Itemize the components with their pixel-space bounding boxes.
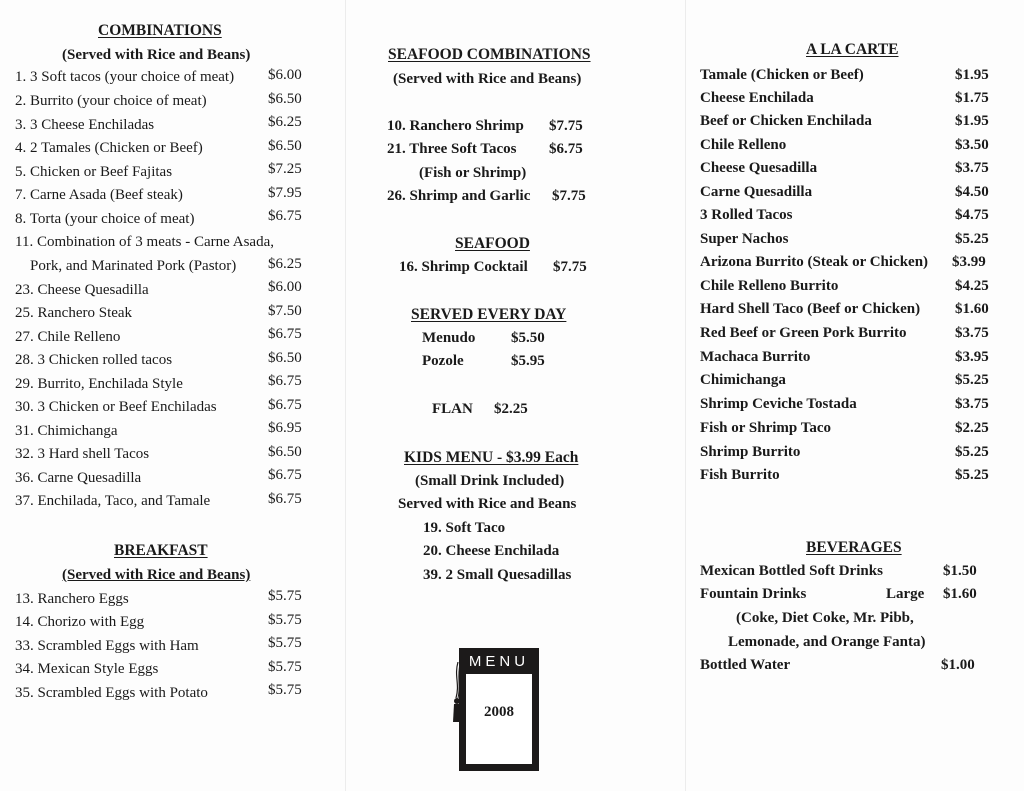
tassel-icon [452,662,462,724]
menu-item-price: $5.75 [268,588,302,604]
menu-item-name: 7. Carne Asada (Beef steak) [15,187,183,203]
menu-item-name: Tamale (Chicken or Beef) [700,67,864,83]
breakfast-title: BREAKFAST [114,542,208,559]
menu-item-price: $3.99 [952,254,986,270]
menu-item-price: $5.25 [955,444,989,460]
menu-item-name: 37. Enchilada, Taco, and Tamale [15,493,211,509]
menu-item-name: 30. 3 Chicken or Beef Enchiladas [15,399,217,415]
flan-name: FLAN [432,401,473,417]
menu-item-price: $4.75 [955,207,989,223]
kids-menu-item: 39. 2 Small Quesadillas [423,567,572,583]
menu-item-name: Fish or Shrimp Taco [700,420,832,436]
menu-item-price: $6.50 [268,444,302,460]
menu-item-name: 32. 3 Hard shell Tacos [15,446,150,462]
menu-item-name: 35. Scrambled Eggs with Potato [15,685,208,701]
menu-item-name: Pork, and Marinated Pork (Pastor) [30,258,237,274]
menu-item-price: $1.95 [955,113,989,129]
breakfast-subtitle: (Served with Rice and Beans) [62,567,251,583]
menu-item-price: $6.00 [268,279,302,295]
menu-item-price: $6.50 [268,350,302,366]
menu-item-price: $5.50 [511,330,545,346]
menu-item-price: $1.95 [955,67,989,83]
menu-logo-year: 2008 [484,704,514,720]
menu-item-price: $6.95 [268,420,302,436]
menu-item-price: $7.75 [552,188,586,204]
beverage-note: (Coke, Diet Coke, Mr. Pibb, [736,610,914,626]
fold-line-right [685,0,686,791]
menu-item-name: Super Nachos [700,231,789,247]
menu-item-price: $5.75 [268,659,302,675]
menu-item-name: Pozole [422,353,464,369]
menu-item-price: $5.25 [955,372,989,388]
menu-item-name: Beef or Chicken Enchilada [700,113,872,129]
menu-item-name: Cheese Enchilada [700,90,814,106]
menu-item-price: $1.60 [955,301,989,317]
menu-item-price: $5.25 [955,467,989,483]
menu-item-price: $6.75 [549,141,583,157]
menu-item-price: $5.75 [268,635,302,651]
menu-item-price: $6.75 [268,397,302,413]
menu-item-price: $5.25 [955,231,989,247]
menu-item-name: Chile Relleno Burrito [700,278,839,294]
a-la-carte-title: A LA CARTE [806,41,899,58]
menu-item-name: Chile Relleno [700,137,787,153]
beverage-price: $1.50 [943,563,977,579]
menu-item-name: Chimichanga [700,372,786,388]
seafood-combinations-subtitle: (Served with Rice and Beans) [393,71,582,87]
fold-line-left [345,0,346,791]
menu-item-name: Carne Quesadilla [700,184,813,200]
menu-item-name: 1. 3 Soft tacos (your choice of meat) [15,69,235,85]
menu-item-price: $6.75 [268,326,302,342]
beverage-name: Mexican Bottled Soft Drinks [700,563,883,579]
kids-menu-title: KIDS MENU - $3.99 Each [404,449,579,466]
menu-logo-word: MENU [468,653,530,670]
menu-item-price: $3.75 [955,396,989,412]
beverage-name: Bottled Water [700,657,791,673]
menu-item-price: $6.25 [268,114,302,130]
menu-item-name: 14. Chorizo with Egg [15,614,145,630]
beverage-price: $1.60 [943,586,977,602]
menu-item-price: $6.75 [268,491,302,507]
flan-price: $2.25 [494,401,528,417]
menu-item-name: Red Beef or Green Pork Burrito [700,325,907,341]
menu-item-price: $6.25 [268,256,302,272]
beverage-price: $1.00 [941,657,975,673]
menu-item-price: $1.75 [955,90,989,106]
beverages-title: BEVERAGES [806,539,902,556]
menu-item-name: Cheese Quesadilla [700,160,818,176]
kids-menu-item: 20. Cheese Enchilada [423,543,560,559]
served-every-day-title: SERVED EVERY DAY [411,306,567,323]
combinations-subtitle: (Served with Rice and Beans) [62,47,251,63]
menu-item-name: 10. Ranchero Shrimp [387,118,524,134]
beverage-note: Lemonade, and Orange Fanta) [728,634,926,650]
menu-item-price: $5.75 [268,612,302,628]
seafood-combinations-title: SEAFOOD COMBINATIONS [388,46,591,63]
beverage-size: Large [886,586,925,602]
menu-item-price: $7.75 [549,118,583,134]
menu-item-name: 26. Shrimp and Garlic [387,188,531,204]
menu-item-name: 2. Burrito (your choice of meat) [15,93,207,109]
menu-item-name: 13. Ranchero Eggs [15,591,129,607]
menu-item-name: 28. 3 Chicken rolled tacos [15,352,173,368]
kids-menu-note: Served with Rice and Beans [398,496,577,512]
menu-item-price: $3.95 [955,349,989,365]
menu-logo-inner [466,674,532,764]
menu-item-name: 3 Rolled Tacos [700,207,793,223]
menu-item-price: $6.75 [268,467,302,483]
menu-item-price: $3.75 [955,160,989,176]
menu-item-price: $6.50 [268,138,302,154]
menu-item-price: $6.50 [268,91,302,107]
menu-item-price: $7.50 [268,303,302,319]
menu-item-price: $4.25 [955,278,989,294]
menu-item-price: $7.25 [268,161,302,177]
beverage-name: Fountain Drinks [700,586,807,602]
menu-logo [459,648,539,771]
menu-item-name: Arizona Burrito (Steak or Chicken) [700,254,929,270]
menu-item-note: (Fish or Shrimp) [419,165,527,181]
menu-item-name: 36. Carne Quesadilla [15,470,142,486]
menu-item-price: $7.95 [268,185,302,201]
menu-item-name: 33. Scrambled Eggs with Ham [15,638,199,654]
menu-item-name: Shrimp Ceviche Tostada [700,396,857,412]
menu-item-name: 4. 2 Tamales (Chicken or Beef) [15,140,203,156]
menu-item-name: 23. Cheese Quesadilla [15,282,149,298]
menu-item-name: Hard Shell Taco (Beef or Chicken) [700,301,921,317]
menu-item-name: 16. Shrimp Cocktail [399,259,528,275]
menu-item-name: Shrimp Burrito [700,444,801,460]
menu-item-name: 5. Chicken or Beef Fajitas [15,164,173,180]
menu-item-name: 27. Chile Relleno [15,329,121,345]
menu-item-name: 29. Burrito, Enchilada Style [15,376,183,392]
menu-item-price: $3.75 [955,325,989,341]
menu-item-price: $6.75 [268,373,302,389]
menu-item-price: $7.75 [553,259,587,275]
menu-item-name: 31. Chimichanga [15,423,118,439]
menu-item-name: 25. Ranchero Steak [15,305,133,321]
menu-item-price: $5.95 [511,353,545,369]
menu-item-name: 8. Torta (your choice of meat) [15,211,195,227]
menu-item-name: 3. 3 Cheese Enchiladas [15,117,155,133]
menu-item-name: Machaca Burrito [700,349,811,365]
menu-item-price: $5.75 [268,682,302,698]
menu-item-price: $6.00 [268,67,302,83]
seafood-title: SEAFOOD [455,235,530,252]
kids-menu-item: 19. Soft Taco [423,520,506,536]
menu-item-price: $4.50 [955,184,989,200]
menu-item-price: $6.75 [268,208,302,224]
menu-item-name: 34. Mexican Style Eggs [15,661,159,677]
menu-item-name: 11. Combination of 3 meats - Carne Asada, [15,234,274,250]
menu-item-name: Fish Burrito [700,467,780,483]
menu-item-name: Menudo [422,330,476,346]
kids-menu-subtitle: (Small Drink Included) [415,473,565,489]
menu-item-name: 21. Three Soft Tacos [387,141,517,157]
menu-item-price: $3.50 [955,137,989,153]
menu-item-price: $2.25 [955,420,989,436]
combinations-title: COMBINATIONS [98,22,222,39]
